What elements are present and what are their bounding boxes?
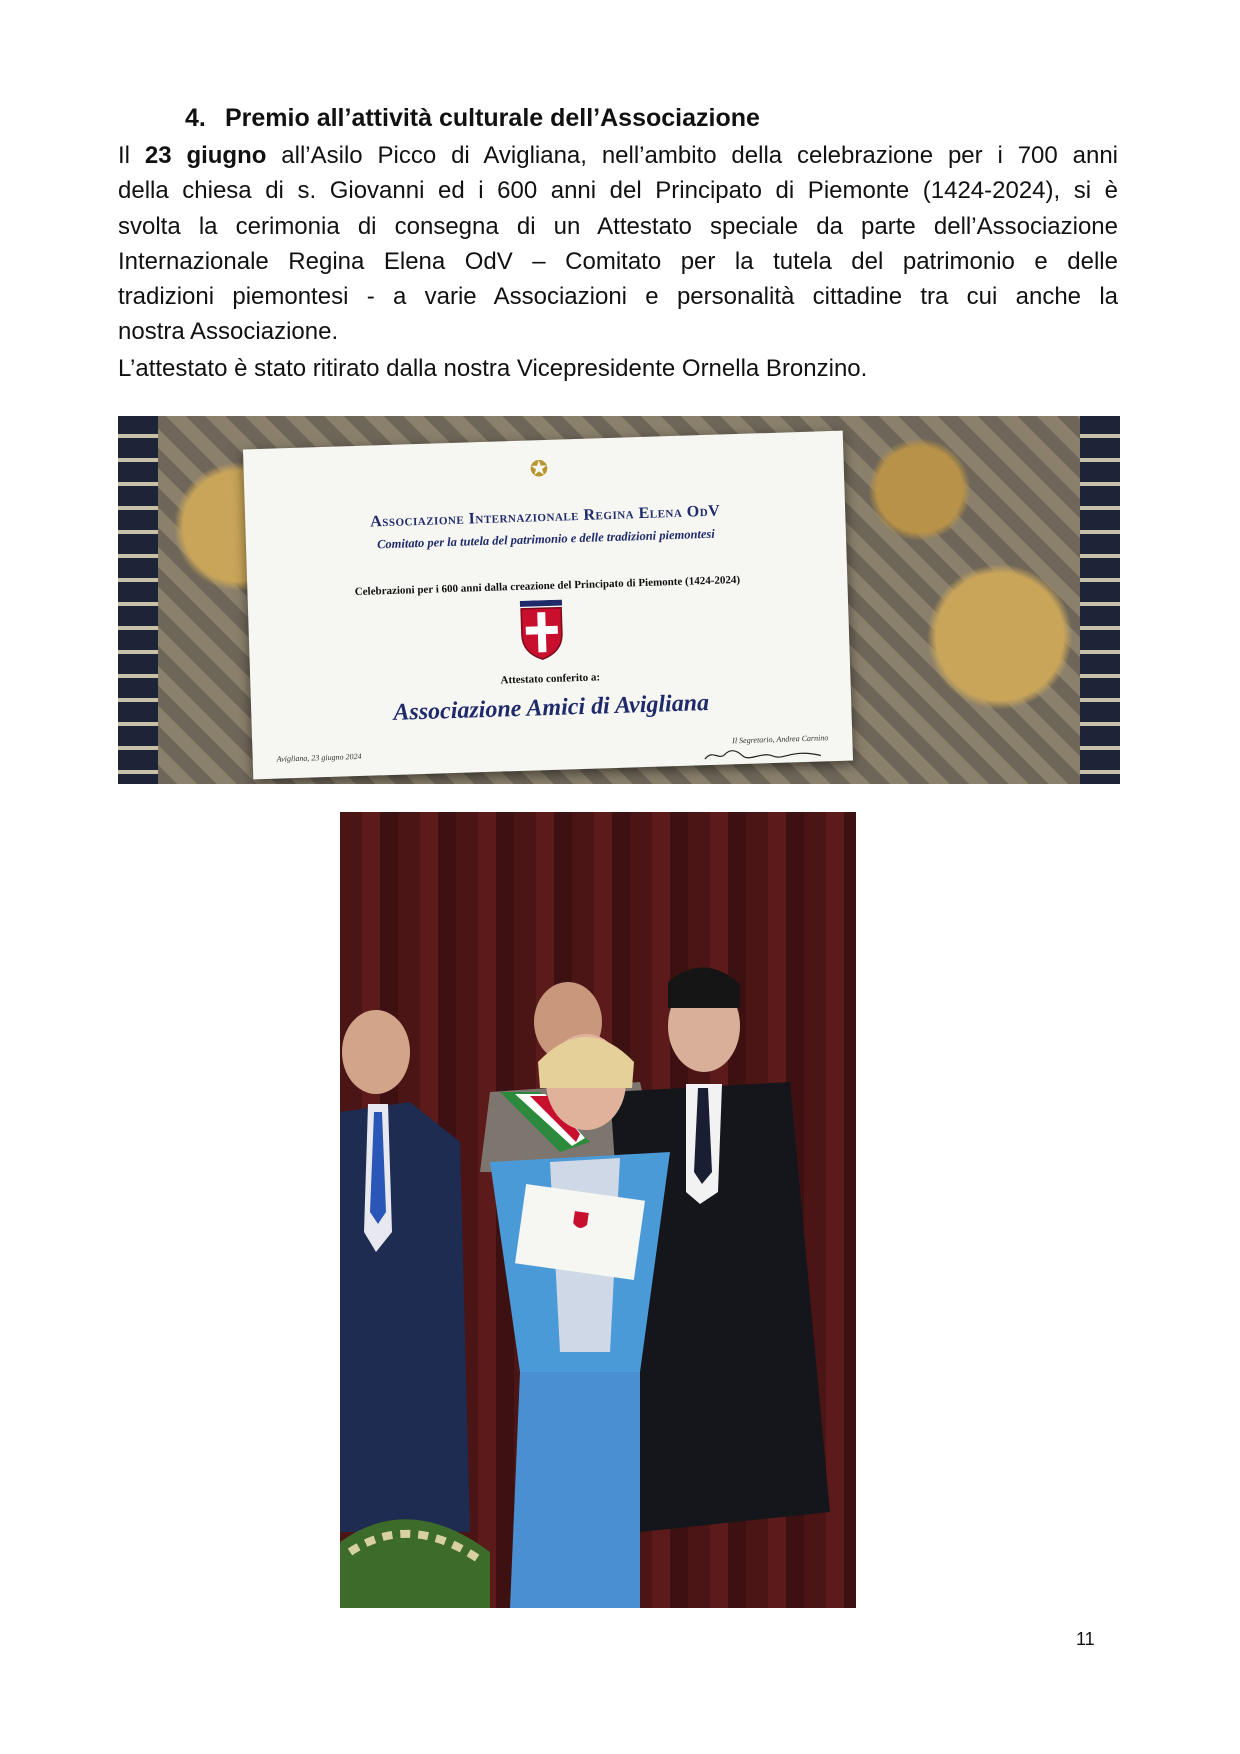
section-title: Premio all’attività culturale dell’Associazione	[225, 104, 760, 132]
certificate-conferred-label: Attestato conferito a:	[500, 671, 601, 687]
body-paragraph	[118, 138, 1118, 350]
certificate-signatory: Il Segretario, Andrea Carnino	[732, 733, 829, 746]
signature-icon	[703, 743, 823, 763]
body-line-2: della chiesa di s. Giovanni ed i 600 anni del Principato di Piemonte (1424-2024), si è	[118, 177, 1118, 205]
section-number: 4.	[185, 104, 206, 132]
closing-sentence: L’attestato è stato ritirato dalla nostra Vicepresidente Ornella Bronzino.	[118, 355, 868, 382]
body-line-5: tradizioni piemontesi - a varie Associazioni e personalità cittadine tra cui anche la	[118, 283, 1118, 311]
savoy-shield-icon	[518, 599, 566, 660]
certificate	[243, 431, 853, 780]
person-left	[340, 1010, 470, 1532]
body-line-4: Internazionale Regina Elena OdV – Comitato per la tutela del patrimonio e delle	[118, 247, 1118, 275]
body-line-3: svolta la cerimonia di consegna di un Attestato speciale da parte dell’Associazione	[118, 212, 1118, 240]
certificate-recipient: Associazione Amici di Avigliana	[392, 689, 710, 726]
ceremony-photo	[340, 812, 856, 1608]
intro-prefix: Il	[118, 142, 145, 169]
ceremony-scene	[340, 812, 856, 1608]
seal-icon: ✪	[529, 455, 549, 482]
certificate-celebration: Celebrazioni per i 600 anni dalla creazione del Principato di Piemonte (1424-2024)	[354, 573, 741, 599]
certificate-photo	[118, 416, 1120, 784]
body-text	[118, 138, 1118, 173]
body-line-6: nostra Associazione.	[118, 318, 339, 346]
cloth-border-right	[1080, 416, 1120, 784]
event-date: 23 giugno	[144, 142, 267, 169]
page-number: 11	[1076, 1629, 1095, 1649]
cloth-border-left	[118, 416, 158, 784]
certificate-place-date: Avigliana, 23 giugno 2024	[276, 751, 362, 764]
certificate-committee: Comitato per la tutela del patrimonio e delle tradizioni piemontesi	[376, 526, 715, 552]
certificate-org-name: Associazione Internazionale Regina Elena OdV	[369, 502, 721, 531]
body-line-1: all’Asilo Picco di Avigliana, nell’ambito della celebrazione per i 700 anni	[266, 142, 1118, 169]
section-heading	[185, 104, 760, 133]
